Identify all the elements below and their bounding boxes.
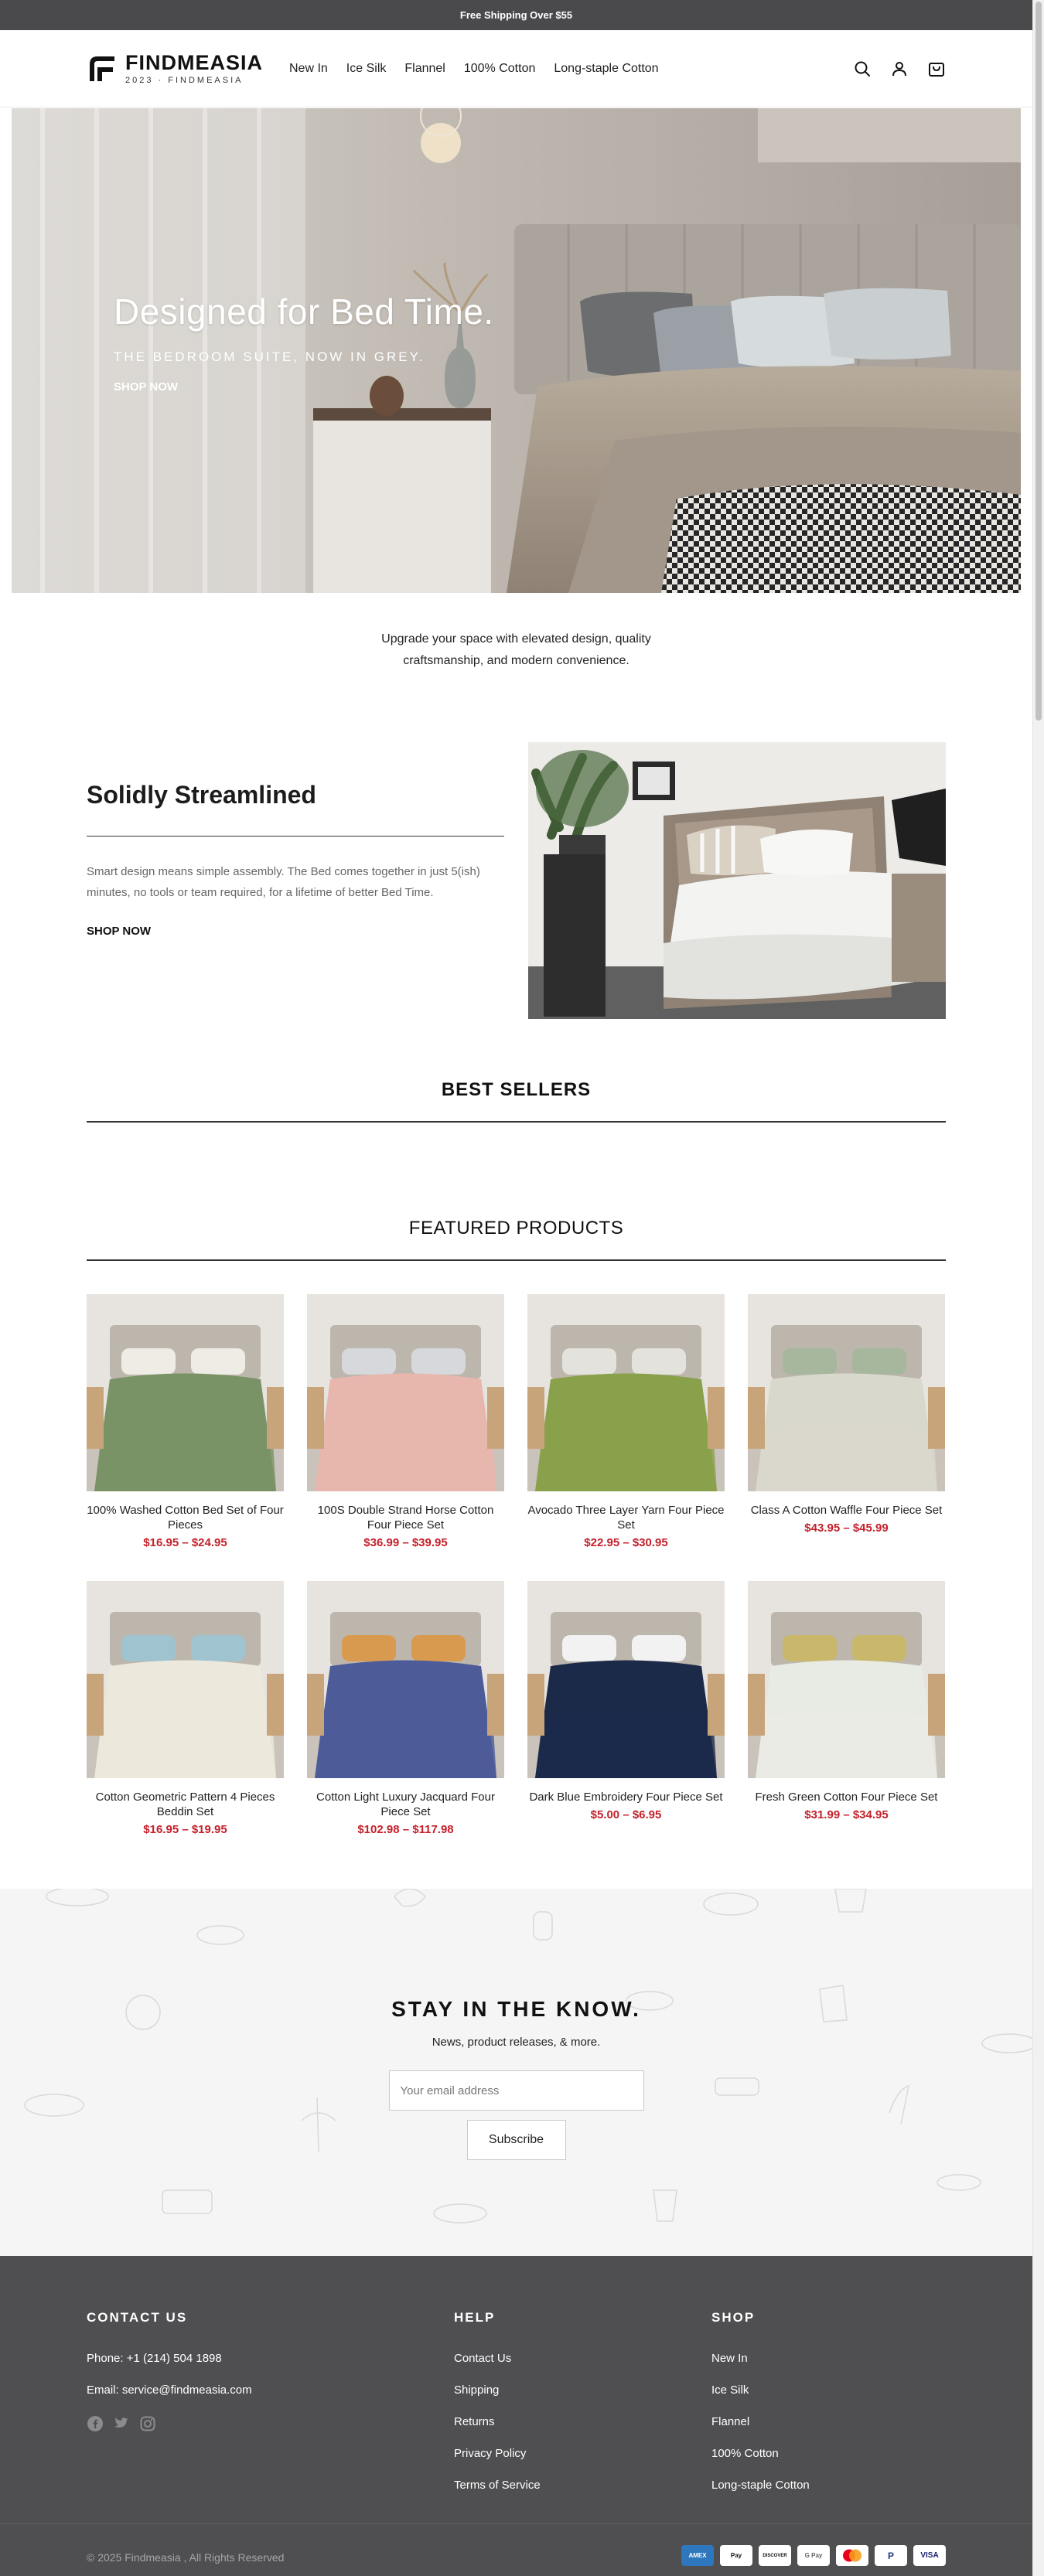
best-sellers-divider <box>87 1121 946 1123</box>
footer-help-heading: HELP <box>454 2310 496 2325</box>
product-card[interactable] <box>527 1581 725 1845</box>
feature-shop-now-button[interactable]: SHOP NOW <box>87 925 152 938</box>
product-image[interactable] <box>527 1581 725 1778</box>
site-footer <box>0 2256 1032 2576</box>
product-card[interactable] <box>307 1581 504 1845</box>
amex-icon: AMEX <box>681 2545 714 2566</box>
google-pay-icon: G Pay <box>797 2545 830 2566</box>
product-price: $36.99 – $39.95 <box>363 1536 448 1549</box>
footer-link-flannel[interactable]: Flannel <box>711 2415 750 2428</box>
footer-divider <box>0 2523 1032 2524</box>
nav-100-cotton[interactable]: 100% Cotton <box>463 61 536 75</box>
twitter-icon[interactable] <box>113 2415 130 2432</box>
mastercard-icon <box>836 2545 868 2566</box>
footer-contact <box>87 2310 252 2432</box>
footer-email: Email: service@findmeasia.com <box>87 2383 252 2397</box>
featured-products-title: FEATURED PRODUCTS <box>408 1218 624 1239</box>
product-name[interactable]: Cotton Light Luxury Jacquard Four Piece Set <box>316 1791 495 1818</box>
footer-socials <box>87 2415 252 2432</box>
newsletter-content <box>0 1997 1032 2160</box>
hero-shop-now-button[interactable]: SHOP NOW <box>114 380 179 394</box>
footer-link-long-staple-cotton[interactable]: Long-staple Cotton <box>711 2479 810 2492</box>
logo-mark-icon <box>87 53 118 84</box>
footer-phone: Phone: +1 (214) 504 1898 <box>87 2352 222 2365</box>
paypal-icon: P <box>875 2545 907 2566</box>
feature-section <box>87 742 946 1019</box>
product-card[interactable] <box>87 1581 284 1845</box>
product-name[interactable]: Dark Blue Embroidery Four Piece Set <box>529 1791 723 1804</box>
product-name[interactable]: 100% Washed Cotton Bed Set of Four Pieces <box>87 1504 284 1532</box>
product-price: $102.98 – $117.98 <box>357 1823 454 1836</box>
product-image[interactable] <box>527 1294 725 1491</box>
product-card[interactable] <box>307 1294 504 1558</box>
best-sellers-section <box>87 1079 946 1123</box>
newsletter-subtitle: News, product releases, & more. <box>432 2036 601 2049</box>
intro-tagline <box>0 629 1032 672</box>
footer-shop <box>711 2310 810 2510</box>
footer-link-shipping[interactable]: Shipping <box>454 2383 500 2397</box>
featured-products-section <box>87 1218 946 1261</box>
product-price: $22.95 – $30.95 <box>584 1536 668 1549</box>
announcement-bar <box>0 0 1032 30</box>
footer-link-privacy-policy[interactable]: Privacy Policy <box>454 2447 527 2460</box>
discover-icon: DISCOVER <box>759 2545 791 2566</box>
product-grid <box>87 1294 946 1845</box>
hero-banner <box>12 108 1021 593</box>
instagram-icon[interactable] <box>139 2415 156 2432</box>
brand-tagline: 2023 · FINDMEASIA <box>125 75 244 85</box>
product-price: $31.99 – $34.95 <box>804 1808 889 1821</box>
product-card[interactable] <box>87 1294 284 1558</box>
account-icon[interactable] <box>890 60 909 78</box>
feature-title: Solidly Streamlined <box>87 781 316 809</box>
feature-bed-image <box>528 742 946 1019</box>
product-price: $16.95 – $19.95 <box>143 1823 227 1836</box>
footer-link-100-cotton[interactable]: 100% Cotton <box>711 2447 779 2460</box>
footer-contact-heading: CONTACT US <box>87 2310 188 2325</box>
nav-long-staple-cotton[interactable]: Long-staple Cotton <box>554 61 659 75</box>
feature-divider <box>87 836 504 837</box>
cart-icon[interactable] <box>927 60 946 78</box>
header-icons <box>853 60 946 78</box>
footer-link-contact-us[interactable]: Contact Us <box>454 2352 512 2365</box>
scrollbar-thumb[interactable] <box>1035 2 1042 721</box>
newsletter-title: STAY IN THE KNOW. <box>391 1997 641 2021</box>
product-name[interactable]: Avocado Three Layer Yarn Four Piece Set <box>527 1504 725 1532</box>
apple-pay-icon: Pay <box>720 2545 752 2566</box>
product-image[interactable] <box>307 1294 504 1491</box>
product-image[interactable] <box>307 1581 504 1778</box>
nav-flannel[interactable]: Flannel <box>404 61 445 75</box>
visa-icon: VISA <box>913 2545 946 2566</box>
product-name[interactable]: Cotton Geometric Pattern 4 Pieces Beddin Set <box>95 1791 275 1818</box>
main-nav <box>289 62 659 76</box>
product-name[interactable]: 100S Double Strand Horse Cotton Four Piece Set <box>317 1504 494 1532</box>
product-price: $5.00 – $6.95 <box>590 1808 662 1821</box>
footer-link-returns[interactable]: Returns <box>454 2415 495 2428</box>
featured-products-divider <box>87 1259 946 1261</box>
product-card[interactable] <box>748 1581 945 1845</box>
feature-body: Smart design means simple assembly. The Bed comes together in just 5(ish) minutes, no tools or team required, for a lifetime of better Bed Time. <box>87 865 480 899</box>
product-price: $16.95 – $24.95 <box>143 1536 227 1549</box>
nav-ice-silk[interactable]: Ice Silk <box>346 61 387 75</box>
product-card[interactable] <box>527 1294 725 1558</box>
product-image[interactable] <box>748 1294 945 1491</box>
footer-link-new-in[interactable]: New In <box>711 2352 748 2365</box>
product-price: $43.95 – $45.99 <box>804 1521 889 1535</box>
footer-shop-heading: SHOP <box>711 2310 756 2325</box>
hero-subtitle: THE BEDROOM SUITE, NOW IN GREY. <box>114 349 425 364</box>
newsletter-section <box>0 1889 1032 2256</box>
product-name[interactable]: Fresh Green Cotton Four Piece Set <box>755 1791 938 1804</box>
hero-title: Designed for Bed Time. <box>114 291 494 332</box>
brand-name: FINDMEASIA <box>125 50 263 74</box>
logo[interactable] <box>87 50 263 85</box>
product-image[interactable] <box>87 1581 284 1778</box>
footer-copyright: © 2025 Findmeasia , All Rights Reserved <box>87 2551 285 2564</box>
product-card[interactable] <box>748 1294 945 1558</box>
page-scrollbar[interactable] <box>1032 0 1044 2576</box>
newsletter-subscribe-button[interactable]: Subscribe <box>467 2120 566 2160</box>
footer-link-ice-silk[interactable]: Ice Silk <box>711 2383 749 2397</box>
footer-link-terms-of-service[interactable]: Terms of Service <box>454 2479 541 2492</box>
product-name[interactable]: Class A Cotton Waffle Four Piece Set <box>750 1504 943 1517</box>
best-sellers-title: BEST SELLERS <box>441 1079 592 1100</box>
facebook-icon[interactable] <box>87 2415 104 2432</box>
product-image[interactable] <box>87 1294 284 1491</box>
announcement-text: Free Shipping Over $55 <box>459 9 573 21</box>
site-header <box>0 30 1032 107</box>
footer-help <box>454 2310 541 2510</box>
nav-new-in[interactable]: New In <box>289 61 328 75</box>
intro-text: Upgrade your space with elevated design, quality craftsmanship, and modern convenience. <box>381 632 651 667</box>
payment-icons <box>681 2545 946 2566</box>
search-icon[interactable] <box>853 60 872 78</box>
newsletter-email-input[interactable] <box>389 2070 644 2111</box>
hero-text <box>114 291 494 394</box>
product-image[interactable] <box>748 1581 945 1778</box>
feature-text <box>87 781 504 939</box>
